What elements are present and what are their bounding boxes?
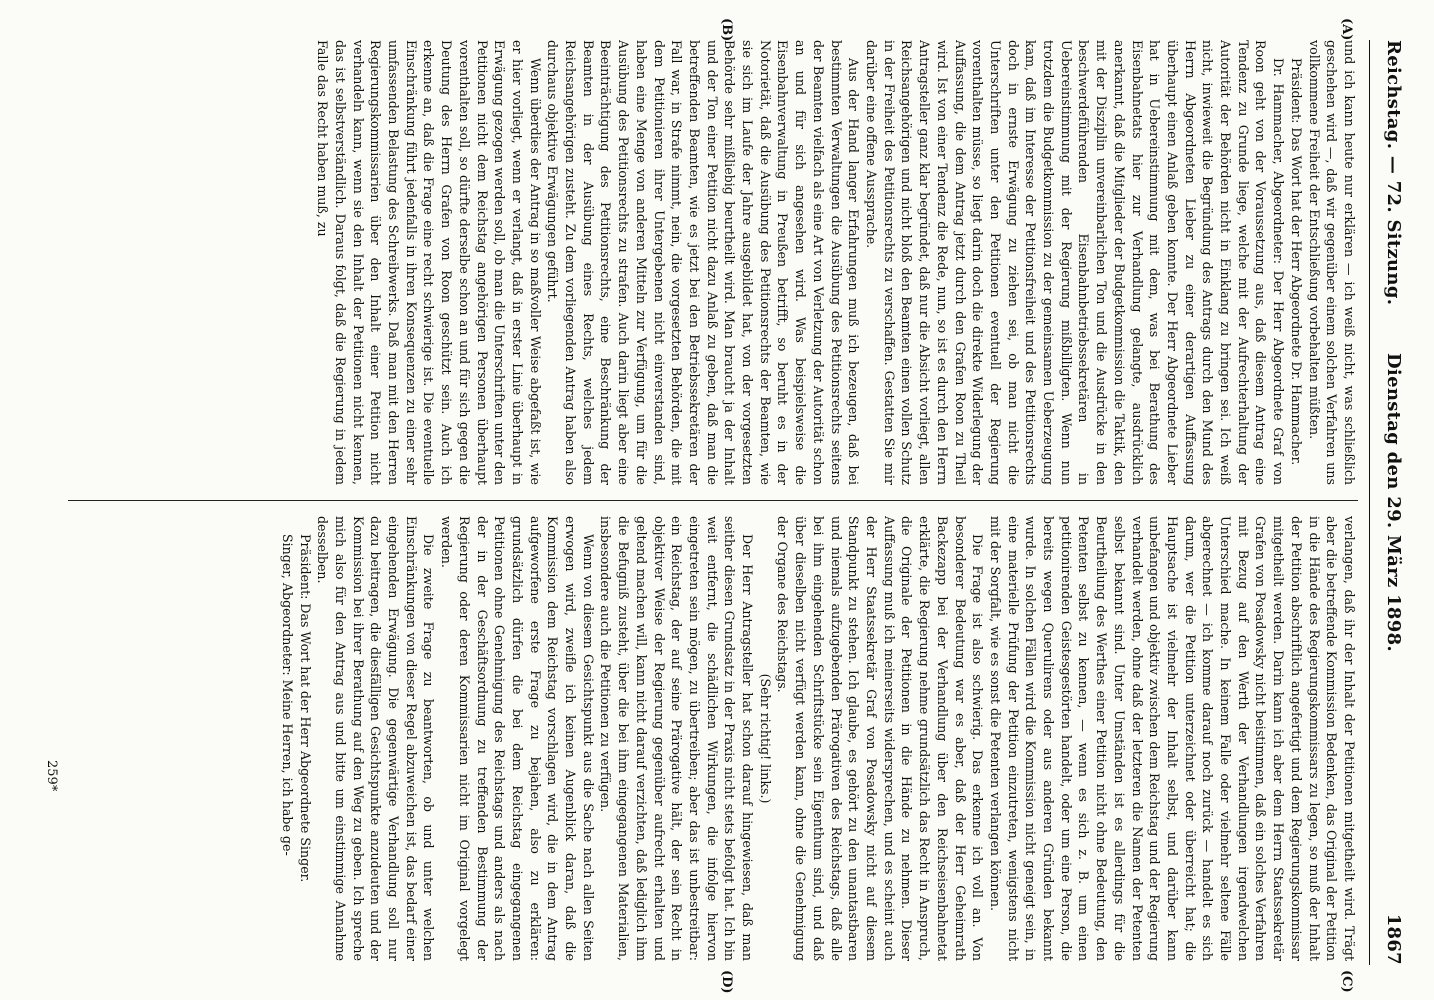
header-page-number: 1867 <box>1383 913 1404 965</box>
header-session: Reichstag. — 72. Sitzung. <box>1383 40 1404 306</box>
right-column <box>68 516 1358 961</box>
margin-mark-a: (A) <box>1339 18 1354 41</box>
paragraph: Der Herr Antragsteller hat schon darauf hingewiesen, daß man seither diesen Grundsatz in der Praxis nicht stets befolgt hat. Ich bin weit entfernt, die schädlichen Wirkungen, die infolge hiervon eingetreten sein mögen, zu übertreiben; aber das ist unbestreitbar: ein Reichstag, der auf seine Prärogative hält, der sein Recht in objektiver Weise der Regierung gegenüber aufrecht erhalten und geltend machen will, kann nicht darauf verzichten, daß lediglich ihm die Befugniß zusteht, über die bei ihm eingegangenen Materialien, insbesondere auch die Petitionen zu verfügen. <box>598 516 756 961</box>
header-rule <box>1369 40 1370 965</box>
paragraph: Wenn überdies der Antrag in so maßvoller Weise abgefaßt ist, wie er hier vorliegt, wenn er verlangt, daß in erster Linie überhaupt in Erwägung gezogen werden soll, ob man die Unterschriften unter den Petitionen nicht dem Reichstag angehörigen Personen überhaupt vorenthalten soll, so dürfte derselbe schon an und für sich gegen die Deutung des Herrn Grafen von Roon geschützt sein. Auch ich erkenne an, daß die Frage eine recht schwierige ist. Die eventuelle Einschränkung führt jedenfalls in ihren Konsequenzen zu einer sehr umfassenden Belastung des Schreibwerks. Daß man mit den Herren Regierungskommissarien über den Inhalt einer Petition nicht verhandeln kann, wenn sie den Inhalt der Petitionen nicht kennen, das ist selbstverständlich. Daraus folgt, daß die Regierung in jedem Falle das Recht haben muß, zu <box>315 40 543 485</box>
speaker-paragraph: Dr. Hammacher, Abgeordneter: Der Herr Abgeordnete Graf von Roon geht von der Voraussetzung aus, daß diesem Antrag eine Tendenz zu Grunde liege, welche mit der Aufrechterhaltung der Autorität der Behörden nicht in Einklang zu bringen sei. Ich weiß nicht, inwieweit die Begründung des Antrags durch den Mund des Herrn Abgeordneten Lieber zu einer derartigen Auffassung überhaupt einen Anlaß geben konnte. Der Herr Abgeordnete Lieber hat in Uebereinstimmung mit dem, was bei Berathung des Eisenbahnetats hier zur Verhandlung gelangte, ausdrücklich anerkannt, daß die Mitglieder der Budgetkommission die Taktik, den mit der Disziplin unvereinbarlichen Ton und die Ausdrücke in den beschwerdeführenden Eisenbahnbetriebssekretären in Uebereinstimmung mit der Regierung mißbilligten. Wenn nun trotzdem die Budgetkommission zu der gemeinsamen Ueberzeugung kam, daß im Interesse der Petitionsfreiheit und des Petitionsrechts doch in ernste Erwägung zu ziehen sei, ob man nicht die Unterschriften unter den Petitionen eventuell der Regierung vorenthalten müsse, so liegt darin doch die direkte Widerlegung der Auffassung, die dem Antrag jetzt durch den Grafen Roon zu Theil wird. Ist von einer Tendenz die Rede, nun, so ist es durch den Herrn Antragsteller ganz klar begründet, daß nur die Absicht vorliegt, allen Reichsangehörigen und nicht bloß den Beamten einen vollen Schutz in der Freiheit des Petitionsrechts zu verschaffen. Gestatten Sie mir darüber eine offene Aussprache. <box>864 40 1287 485</box>
paragraph: und ich kann heute nur erklären — ich weiß nicht, was schließlich geschehen wird —, daß wir gegenüber einem solchen Verfahren uns vollkommene Freiheit der Entschließung vorbehalten müßten. <box>1306 40 1357 485</box>
margin-mark-c: (C) <box>1339 970 1354 993</box>
paragraph: Aus der Hand langer Erfahrungen muß ich bezeugen, daß bei bestimmten Verwaltungen die Ausübung des Petitionsrechts seitens der Beamten vielfach als eine Art von Verletzung der Autorität schon an und für sich angesehen wird. Was beispielsweise die Eisenbahnverwaltung in Preußen betrifft, so beruht es in der Notorietät, daß die Ausübung des Petitionsrechts der Beamten, wie sie sich im Laufe der Jahre ausgebildet hat, von der vorgesetzten Behörde sehr mißliebig beurtheilt wird. Man braucht ja der Inhalt und der Ton einer Petition nicht dazu Anlaß zu geben, daß man die betreffenden Beamten, wie es jetzt bei den Betriebssekretären der Fall war, in Strafe nimmt, nein, die vorgesetzten Behörden, die mit dem Petitionieren ihrer Untergebenen nicht einverstanden sind, haben eine Menge von anderen Mitteln zur Verfügung, um für die Ausübung des Petitionsrechts zu strafen. Auch darin liegt aber eine Beeinträchtigung des Petitionsrechts, eine Beschränkung der Beamten in der Ausübung eines Rechts, welches jedem Reichsangehörigen zusteht. Zu dem vorliegenden Antrag haben also durchaus objektive Erwägungen geführt. <box>545 40 862 485</box>
signature-number: 259* <box>44 760 59 792</box>
interjection: (Sehr richtig! links.) <box>757 673 773 804</box>
speaker-paragraph: Präsident: Das Wort hat der Herr Abgeordnete Singer. <box>297 534 313 883</box>
speaker-paragraph: Singer, Abgeordneter: Meine Herren, ich habe ge- <box>279 534 295 856</box>
column-divider <box>68 500 1358 501</box>
left-column <box>68 40 1358 485</box>
paragraph: Die zweite Frage zu beantworten, ob und unter welchen Einschränkungen von dieser Regel abzuweichen ist, das bedarf einer eingehenden Erwägung. Die gegenwärtige Verhandlung soll nur dazu beitragen, die diesfälligen Gesichtspunkte anzudeuten und der Kommission bei ihrer Berathung auf den Weg zu geben. Ich spreche mich also für den Antrag aus und bitte um einstimmige Annahme desselben. <box>315 516 437 961</box>
paragraph: Die Frage ist also schwierig. Das erkenne ich voll an. Von besonderer Bedeutung war es aber, daß der Herr Geheimrath Backezapp bei der Verhandlung über den Reichseisenbahnetat erklärte, die Regierung nehme grundsätzlich das Recht in Anspruch, die Originale der Petitionen in die Hände zu nehmen. Dieser Auffassung muß ich meinerseits widersprechen, und es scheint auch der Herr Staatssekretär Graf von Posadowsky nicht auf diesem Standpunkt zu stehen. Ich glaube, es gehört zu den unantastbaren und niemals aufzugebenden Prärogativen des Reichstags, daß alle bei ihm eingehenden Schriftstücke sein Eigenthum sind, und daß über dieselben nicht verfügt werden kann, ohne die Genehmigung der Organe des Reichstags. <box>775 516 986 961</box>
page-header <box>1372 40 1412 965</box>
margin-mark-b: (B) <box>719 18 734 42</box>
paragraph: Wenn von diesem Gesichtspunkt aus die Sache nach allen Seiten erwogen wird, zweifle ich keinen Augenblick daran, daß die Kommission dem Reichstag vorschlagen wird, die in dem Antrag aufgeworfene erste Frage zu bejahen, also zu erklären: grundsätzlich dürfen die bei dem Reichstag eingegangenen Petitionen ohne Genehmigung des Reichstags und anders als nach der in der Geschäftsordnung zu treffenden Bestimmung der Regierung oder deren Kommissarien nicht im Original vorgelegt werden. <box>439 516 596 961</box>
header-date: Dienstag den 29. März 1898. <box>1383 353 1404 652</box>
paragraph: verlangen, daß ihr der Inhalt der Petitionen mitgetheilt wird. Trägt aber die betreffende Kommission Bedenken, das Original der Petition in die Hände des Regierungskommissars zu legen, so muß der Inhalt der Petition abschriftlich angefertigt und dem Regierungskommissar mitgetheilt werden. Darin kann ich aber dem Herrn Staatssekretär Grafen von Posadowsky nicht beistimmen, daß ein solches Verfahren mit Bezug auf den Werth der Verhandlungen irgendwelchen Unterschied mache. In keinem Falle oder vielmehr seltene Fälle abgerechnet — ich komme darauf noch zurück — handelt es sich darum, wer die Petition unterzeichnet oder überreicht hat; die Hauptsache ist vielmehr der Inhalt selbst, und darüber kann unbefangen und objektiv zwischen dem Reichstag und der Regierung verhandelt werden, ohne daß der letzteren die Namen der Petenten selbst bekannt sind. Unter Umständen ist es allerdings für die Beurtheilung des Werthes einer Petition nicht ohne Bedeutung, den Petenten selbst zu kennen, — wenn es sich z. B. um einen petitionirenden Geistesgestörten handelt, oder um eine Person, die bereits wegen Querulirens oder aus anderen Gründen bekannt wurde. In solchen Fällen wird die Kommission nicht geneigt sein, in eine materielle Prüfung der Petition einzutreten, wenigstens nicht mit der Sorgfalt, wie es sonst die Petenten verlangen können. <box>987 516 1357 961</box>
margin-mark-d: (D) <box>719 970 734 994</box>
speaker-paragraph: Präsident: Das Wort hat der Herr Abgeordnete Dr. Hammacher. <box>1288 58 1304 466</box>
